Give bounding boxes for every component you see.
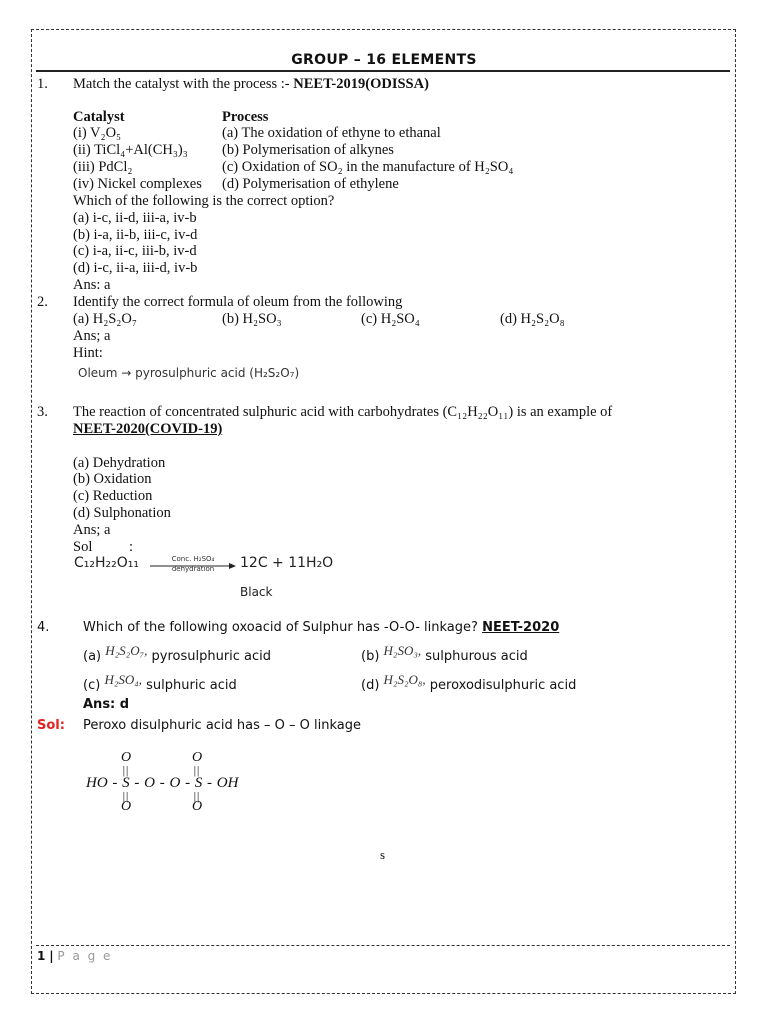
- q1-stem-text: Match the catalyst with the process :-: [73, 76, 290, 92]
- q3-reactant: C₁₂H₂₂O₁₁: [74, 555, 139, 571]
- q4-option-a-formula: H₂S₂O₇,: [105, 643, 148, 658]
- q4-stem: [83, 620, 559, 635]
- q1-catalyst-2: (ii) TiCl₄+Al(CH₃)₃: [73, 142, 188, 158]
- q1-option-b: (b) i-a, ii-b, iii-c, iv-d: [73, 227, 198, 243]
- q3-exam-tag: NEET-2020(COVID-19): [73, 421, 223, 437]
- structure-bottom-o-1: O: [121, 799, 132, 814]
- q1-catalyst-3: (iii) PdCl₂: [73, 159, 133, 175]
- q3-sol-colon: :: [129, 539, 134, 555]
- q4-option-c-formula: H₂SO₄,: [104, 672, 143, 687]
- q1-process-a: (a) The oxidation of ethyne to ethanal: [222, 125, 441, 141]
- q4-option-a: [83, 643, 272, 664]
- footer-rule: [36, 945, 730, 946]
- q3-stem: The reaction of concentrated sulphuric acid with carbohydrates (C₁₂H₂₂O₁₁) is an example of: [73, 404, 613, 420]
- q1-process-header: Process: [222, 109, 269, 125]
- q1-process-c: (c) Oxidation of SO₂ in the manufacture of H₂SO₄: [222, 159, 514, 175]
- structure-double-bond-1: ||: [122, 763, 129, 777]
- q3-arrow-top: Conc. H₂SO₄: [171, 555, 215, 563]
- structure-bottom-o-2: O: [192, 799, 203, 814]
- q3-product-note: Black: [240, 585, 273, 599]
- page-separator: |: [49, 949, 54, 963]
- q2-answer: Ans; a: [73, 328, 111, 344]
- q2-hint-text: Oleum → pyrosulphuric acid (H₂S₂O₇): [78, 366, 300, 380]
- structure-double-bond-2: ||: [193, 763, 200, 777]
- q4-answer: Ans: d: [83, 697, 130, 712]
- q4-option-d-formula: H₂S₂O₈,: [383, 672, 426, 687]
- q4-option-d-label: (d): [361, 678, 380, 693]
- q1-option-a: (a) i-c, ii-d, iii-a, iv-b: [73, 210, 197, 226]
- q2-option-a: (a) H₂S₂O₇: [73, 311, 137, 327]
- q3-product: 12C + 11H₂O: [240, 555, 334, 571]
- q4-option-b-formula: H₂SO₃,: [383, 643, 422, 658]
- q1-option-c: (c) i-a, ii-c, iii-b, iv-d: [73, 243, 197, 259]
- q4-option-b-label: (b): [361, 649, 380, 664]
- q4-option-a-name: pyrosulphuric acid: [151, 649, 272, 664]
- structure-double-bond-4: ||: [193, 789, 200, 803]
- page-number: 1: [37, 949, 46, 963]
- q3-answer: Ans; a: [73, 522, 111, 538]
- q1-catalyst-4: (iv) Nickel complexes: [73, 176, 202, 192]
- q1-question: Which of the following is the correct option?: [73, 193, 335, 209]
- q3-option-a: (a) Dehydration: [73, 455, 166, 471]
- q2-option-d: (d) H₂S₂O₈: [500, 311, 565, 327]
- q1-catalyst-header: Catalyst: [73, 109, 125, 125]
- q1-exam-tag: NEET-2019(ODISSA): [293, 76, 429, 92]
- structure-top-o-1: O: [121, 750, 132, 765]
- q4-stem-text: Which of the following oxoacid of Sulphur has -O-O- linkage?: [83, 620, 478, 635]
- q3-sol-label: Sol: [73, 539, 93, 555]
- q1-option-d: (d) i-c, ii-a, iii-d, iv-b: [73, 260, 198, 276]
- q3-number: 3.: [37, 404, 48, 420]
- q4-option-b: [361, 643, 528, 664]
- q4-exam-tag: NEET-2020: [482, 620, 560, 635]
- structure-top-o-2: O: [192, 750, 203, 765]
- q2-hint-label: Hint:: [73, 345, 103, 361]
- q1-number: 1.: [37, 76, 48, 92]
- q4-option-c: [83, 672, 237, 693]
- q1-stem: [73, 76, 429, 93]
- q1-catalyst-1: (i) V₂O₅: [73, 125, 122, 141]
- q4-sol-text: Peroxo disulphuric acid has – O – O linkage: [83, 718, 362, 733]
- q3-option-d: (d) Sulphonation: [73, 505, 171, 521]
- q4-option-d: [361, 672, 577, 693]
- q2-number: 2.: [37, 294, 48, 310]
- q2-option-b: (b) H₂SO₃: [222, 311, 282, 327]
- q4-sol-label: Sol:: [37, 718, 65, 733]
- q2-option-c: (c) H₂SO₄: [361, 311, 420, 327]
- q4-option-d-name: peroxodisulphuric acid: [429, 678, 577, 693]
- title-rule: [36, 70, 730, 72]
- q4-option-c-label: (c): [83, 678, 101, 693]
- page-footer: [37, 949, 112, 963]
- q4-option-b-name: sulphurous acid: [425, 649, 528, 664]
- q3-option-c: (c) Reduction: [73, 488, 153, 504]
- q1-answer: Ans: a: [73, 277, 111, 293]
- q2-stem: Identify the correct formula of oleum from the following: [73, 294, 403, 310]
- q3-arrow-bottom: dehydration: [171, 565, 215, 573]
- stray-character: s: [380, 847, 386, 862]
- page-word: P a g e: [57, 949, 113, 963]
- q4-number: 4.: [37, 620, 50, 635]
- q1-process-b: (b) Polymerisation of alkynes: [222, 142, 394, 158]
- q3-option-b: (b) Oxidation: [73, 471, 152, 487]
- q1-process-d: (d) Polymerisation of ethylene: [222, 176, 399, 192]
- structure-main-chain: HO - S - O - O - S - OH: [86, 775, 239, 791]
- page-title: GROUP – 16 ELEMENTS: [291, 52, 477, 68]
- structure-double-bond-3: ||: [122, 789, 129, 803]
- q4-option-c-name: sulphuric acid: [146, 678, 237, 693]
- q4-option-a-label: (a): [83, 649, 102, 664]
